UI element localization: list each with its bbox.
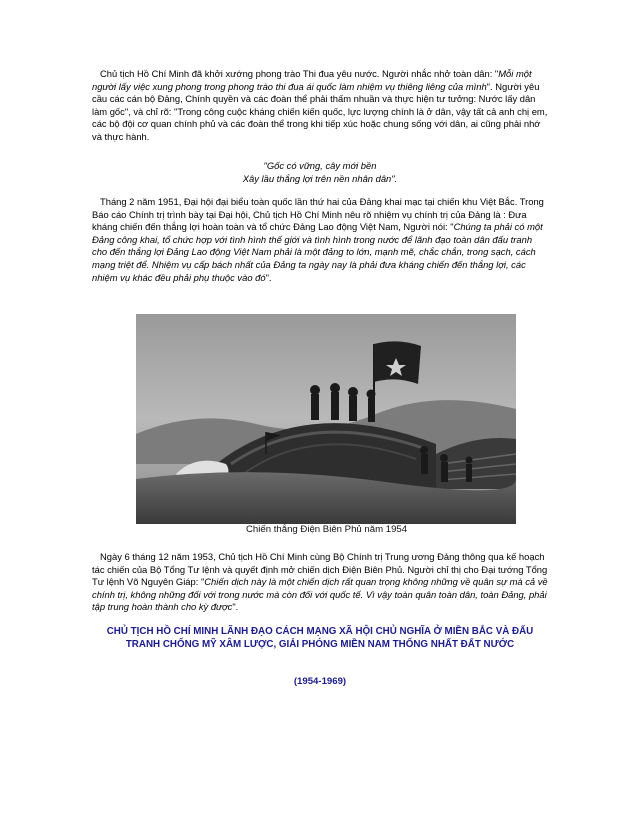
para2-lead: Tháng 2 năm 1951, Đại hội đại biểu toàn quốc lần thứ hai của Đảng khai mạc tại chiến khu Việt Bắc. Trong Báo cáo Chính trị trình bày tại Đại hội, Chủ tịch Hồ Chí Minh nêu rõ nhiệm vụ chính trị của Đảng là : Đưa kháng chiến đến thắng lợi hoàn toàn và tổ chức Đảng Lao động Việt Nam, Người nói: " [92, 196, 544, 233]
para1-quote: Mỗi một người lấy việc xung phong trong phong trào thi đua ái quốc làm nhiệm vụ thiêng liêng của mình [92, 68, 532, 92]
section-heading: CHỦ TỊCH HỒ CHÍ MINH LÃNH ĐẠO CÁCH MẠNG XÃ HỘI CHỦ NGHĨA Ở MIỀN BẮC VÀ ĐẤU TRANH CHỐNG MỸ XÂM LƯỢC, GIẢI PHÓNG MIỀN NAM THỐNG NHẤT ĐẤT NƯỚC [106, 626, 534, 650]
verse-line-1: "Gốc có vững, cây mới bền [263, 160, 377, 171]
photo-caption: Chiến thắng Điện Biên Phủ năm 1954 [246, 524, 408, 535]
verse-line-2: Xây lầu thắng lợi trên nền nhân dân". [242, 172, 398, 184]
verse-quote [92, 160, 548, 185]
para2-quote: Chúng ta phải có một Đảng công khai, tổ chức hợp với tình hình thế giới và tình hình trong nước để lãnh đạo toàn dân đấu tranh cho đến thắng lợi Đảng Lao động Việt Nam phải là một đảng to lớn, mạnh mẽ, chắc chắn, trong sạch, cách mạng triệt để. Nhiệm vụ cấp bách nhất của Đảng ta ngày nay là phải đưa kháng chiến đến thắng lợi, các nhiệm vụ khác đều phải phụ thuộc vào đó [92, 221, 543, 283]
section-years: (1954-1969) [293, 676, 347, 687]
para3-tail: ". [232, 601, 239, 613]
paragraph-party-congress [92, 196, 548, 284]
paragraph-emulation-movement [92, 68, 548, 144]
paragraph-dien-bien-phu-plan [92, 551, 548, 614]
para2-tail: ". [265, 271, 272, 283]
para3-lead: Ngày 6 tháng 12 năm 1953, Chủ tịch Hồ Chí Minh cùng Bộ Chính trị Trung ương Đảng thông qua kế hoạch tác chiến của Bộ Tổng Tư lệnh và quyết định mở chiến dịch Điện Biên Phủ. Người chỉ thị cho Đại tướng Tổng Tư lệnh Võ Nguyên Giáp: " [92, 551, 548, 588]
para1-tail: ". Người yêu cầu các cán bộ Đảng, Chính quyền và các đoàn thể phải thấm nhuần và thực hiện tư tưởng: Nước lấy dân làm gốc", và chỉ rõ: "Trong công cuộc kháng chiến kiến quốc, lực lượng chính là ở dân, vậy tất cả anh chị em, các bộ đội cơ quan chính phủ và các đoàn thể trong khi tiếp xúc hoặc chung sống với dân, ai cũng phải nhớ và thực hành. [92, 80, 548, 142]
para1-lead: Chủ tịch Hồ Chí Minh đã khởi xướng phong trào Thi đua yêu nước. Người nhắc nhở toàn dân: " [100, 68, 499, 79]
para3-quote: Chiến dịch này là một chiến dịch rất quan trọng không những về quân sự mà cả về chính trị, không những đối với trong nước mà còn đối với quốc tế. Vì vậy toàn quân toàn dân, toàn Đảng, phải tập trung hoàn thành cho kỳ được [92, 576, 548, 613]
